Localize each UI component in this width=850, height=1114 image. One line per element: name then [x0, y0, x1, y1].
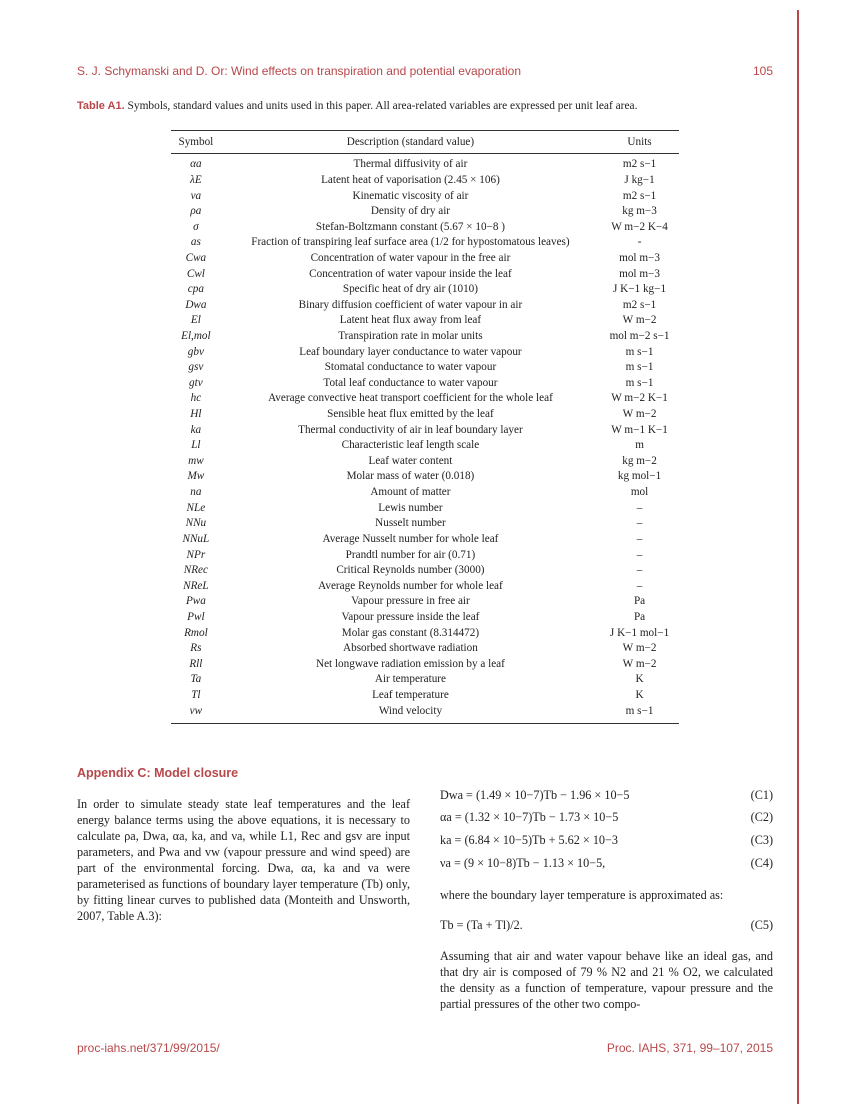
boundary-layer-text: where the boundary layer temperature is approximated as: — [440, 888, 724, 902]
description-cell: Absorbed shortwave radiation — [343, 642, 478, 655]
table-body — [171, 154, 679, 724]
description-cell: Concentration of water vapour inside the leaf — [309, 267, 512, 280]
equation-number: (C3) — [750, 833, 773, 847]
table-row — [171, 391, 679, 407]
units-cell: m2 s−1 — [622, 189, 657, 202]
symbol-cell: NReL — [183, 579, 209, 592]
symbol-cell: El — [190, 314, 201, 327]
units-cell: W m−2 — [622, 408, 657, 421]
table-row — [171, 422, 679, 438]
equation-text: αa = (1.32 × 10−7)Tb − 1.73 × 10−5 — [440, 810, 619, 824]
units-cell: kg m−2 — [622, 454, 657, 467]
equation-c3 — [440, 833, 773, 848]
table-row — [171, 516, 679, 532]
description-cell: Prandtl number for air (0.71) — [345, 548, 476, 561]
page-footer — [77, 1041, 773, 1055]
description-cell: Thermal diffusivity of air — [353, 158, 468, 171]
description-cell: Vapour pressure inside the leaf — [341, 610, 480, 623]
units-cell: W m−2 — [622, 314, 657, 327]
table-row — [171, 500, 679, 516]
description-cell: Vapour pressure in free air — [351, 595, 470, 608]
description-cell: Sensible heat flux emitted by the leaf — [327, 408, 494, 421]
table-row — [171, 360, 679, 376]
symbol-cell: ρa — [190, 205, 202, 218]
units-cell: mol — [630, 486, 649, 499]
description-cell: Binary diffusion coefficient of water vapour in air — [298, 298, 523, 311]
equation-c5 — [440, 918, 773, 933]
description-cell: Leaf boundary layer conductance to water vapour — [299, 345, 522, 358]
units-cell: W m−2 — [622, 657, 657, 670]
description-cell: Specific heat of dry air (1010) — [342, 283, 478, 296]
symbol-cell: vw — [171, 703, 221, 723]
units-cell: W m−2 — [622, 642, 657, 655]
equation-number: (C5) — [750, 918, 773, 932]
units-cell: m2 s−1 — [622, 158, 657, 171]
symbol-cell: na — [190, 486, 202, 499]
description-cell: Kinematic viscosity of air — [352, 189, 469, 202]
table-row — [171, 376, 679, 392]
equation-c1 — [440, 788, 773, 803]
symbol-cell: Ll — [191, 439, 201, 452]
description-cell: Air temperature — [374, 673, 446, 686]
description-cell: Average Reynolds number for whole leaf — [318, 579, 503, 592]
col-symbol: Symbol — [171, 131, 221, 154]
table-row — [171, 657, 679, 673]
table-row — [171, 329, 679, 345]
table-header-row — [171, 131, 679, 154]
description-cell: Average convective heat transport coefficient for the whole leaf — [268, 392, 553, 405]
table-row — [171, 438, 679, 454]
table-row — [171, 563, 679, 579]
description-cell: Molar gas constant (8.314472) — [341, 626, 480, 639]
description-cell: Fraction of transpiring leaf surface area (1/2 for hypostomatous leaves) — [251, 236, 570, 249]
symbol-cell: gsv — [188, 361, 204, 374]
description-cell: Concentration of water vapour in the free air — [310, 251, 511, 264]
units-cell: Pa — [633, 610, 646, 623]
running-title: S. J. Schymanski and D. Or: Wind effects on transpiration and potential evaporation — [77, 64, 522, 78]
units-cell: mol m−3 — [619, 251, 660, 264]
units-cell: J kg−1 — [624, 173, 655, 186]
units-cell: W m−1 K−1 — [611, 423, 668, 436]
description-cell: Molar mass of water (0.018) — [346, 470, 475, 483]
description-cell: Stomatal conductance to water vapour — [324, 361, 497, 374]
table-row — [171, 469, 679, 485]
symbol-cell: Mw — [187, 470, 205, 483]
symbol-cell: Ta — [190, 673, 202, 686]
units-cell: m s−1 — [625, 361, 654, 374]
table-row — [171, 578, 679, 594]
table-row — [171, 235, 679, 251]
symbol-cell: Hl — [190, 408, 202, 421]
equation-text: Dwa = (1.49 × 10−7)Tb − 1.96 × 10−5 — [440, 788, 630, 802]
symbol-cell: NLe — [186, 501, 206, 514]
units-cell: Pa — [633, 595, 646, 608]
table-row — [171, 610, 679, 626]
symbol-cell: Rs — [190, 642, 202, 655]
equation-text: Tb = (Ta + Tl)/2. — [440, 918, 523, 932]
symbol-cell: as — [190, 236, 201, 249]
table-row — [171, 173, 679, 189]
symbol-cell: mw — [188, 454, 204, 467]
description-cell: Lewis number — [378, 501, 443, 514]
table-row — [171, 313, 679, 329]
symbol-cell: σ — [193, 220, 199, 233]
running-header — [77, 64, 773, 78]
description-cell: Nusselt number — [375, 517, 446, 530]
table-row — [171, 485, 679, 501]
symbol-cell: NNu — [185, 517, 207, 530]
table-row — [171, 672, 679, 688]
symbol-cell: El,mol — [181, 330, 211, 342]
equation-text: ka = (6.84 × 10−5)Tb + 5.62 × 10−3 — [440, 833, 618, 847]
units-cell: – — [636, 517, 643, 530]
units-cell: K — [635, 673, 644, 686]
table-row — [171, 282, 679, 298]
table-row — [171, 547, 679, 563]
table-row — [171, 688, 679, 704]
units-cell: m s−1 — [600, 703, 679, 723]
units-cell: m2 s−1 — [622, 298, 657, 311]
symbol-cell: Cwa — [185, 251, 207, 264]
equation-number: (C1) — [750, 788, 773, 802]
symbol-cell: Cwl — [186, 267, 205, 280]
table-row — [171, 344, 679, 360]
symbol-cell: gtv — [189, 376, 203, 389]
units-cell: J K−1 kg−1 — [613, 283, 667, 296]
description-cell: Characteristic leaf length scale — [341, 439, 480, 452]
col-units: Units — [600, 131, 679, 154]
table-row — [171, 454, 679, 470]
table-caption-text: Symbols, standard values and units used in this paper. All area-related variables are expressed per unit leaf area. — [127, 100, 638, 112]
description-cell: Leaf temperature — [372, 689, 449, 702]
description-cell: Latent heat of vaporisation (2.45 × 106) — [321, 173, 500, 186]
description-cell: Stefan-Boltzmann constant (5.67 × 10−8 ) — [315, 220, 505, 233]
col-description: Description (standard value) — [221, 131, 600, 154]
footer-citation: Proc. IAHS, 371, 99–107, 2015 — [606, 1041, 773, 1055]
description-cell: Latent heat flux away from leaf — [339, 314, 482, 327]
units-cell: m s−1 — [625, 345, 654, 358]
description-cell: Critical Reynolds number (3000) — [336, 564, 485, 577]
right-paragraph: Assuming that air and water vapour behave like an ideal gas, and that dry air is composed of 79 % N2 and 21 % O2, we calculated the density as a function of temperature, vapour pressure and the partial pressures of the other two compo- — [440, 949, 773, 1011]
equation-text: νa = (9 × 10−8)Tb − 1.13 × 10−5, — [440, 856, 606, 870]
table-row — [171, 251, 679, 267]
units-cell: – — [636, 532, 643, 545]
units-cell: J K−1 mol−1 — [609, 626, 670, 639]
symbol-cell: Pwa — [185, 595, 206, 608]
table-row — [171, 219, 679, 235]
units-cell: kg mol−1 — [617, 470, 662, 483]
table-row — [171, 407, 679, 423]
table-row — [171, 297, 679, 313]
units-cell: – — [636, 548, 643, 561]
description-cell: Thermal conductivity of air in leaf boundary layer — [298, 423, 523, 436]
equation-c4 — [440, 856, 773, 871]
symbol-cell: ka — [190, 423, 202, 436]
symbol-cell: Pwl — [187, 610, 205, 623]
symbol-cell: Dwa — [185, 298, 207, 311]
description-cell: Net longwave radiation emission by a leaf — [315, 657, 505, 670]
description-cell: Wind velocity — [221, 703, 600, 723]
symbols-table — [171, 130, 679, 724]
description-cell: Total leaf conductance to water vapour — [323, 376, 498, 389]
description-cell: Transpiration rate in molar units — [338, 330, 483, 342]
symbol-cell: gbv — [187, 345, 204, 358]
footer-url[interactable]: proc-iahs.net/371/99/2015/ — [77, 1041, 220, 1055]
equation-number: (C4) — [750, 856, 773, 870]
table-caption — [77, 100, 773, 112]
table-row — [171, 594, 679, 610]
units-cell: mol m−2 s−1 — [609, 330, 670, 342]
units-cell: m s−1 — [625, 376, 654, 389]
equation-c2 — [440, 810, 773, 825]
description-cell: Leaf water content — [368, 454, 453, 467]
units-cell: m — [635, 439, 644, 452]
symbol-cell: Tl — [191, 689, 201, 702]
description-cell: Average Nusselt number for whole leaf — [322, 532, 499, 545]
table-row — [171, 266, 679, 282]
description-cell: Amount of matter — [370, 486, 451, 499]
table-row — [171, 641, 679, 657]
units-cell: W m−2 K−1 — [611, 392, 668, 405]
page-margin-rule — [797, 10, 799, 1104]
symbol-cell: NNuL — [182, 532, 210, 545]
table-row — [171, 703, 679, 723]
symbol-cell: NRec — [183, 564, 208, 577]
units-cell: – — [636, 579, 643, 592]
page-number: 105 — [752, 64, 773, 78]
symbol-cell: λE — [190, 173, 202, 186]
units-cell: – — [636, 501, 643, 514]
table-row — [171, 532, 679, 548]
units-cell: W m−2 K−4 — [611, 220, 668, 233]
equation-number: (C2) — [750, 810, 773, 824]
symbol-cell: Rmol — [184, 626, 208, 639]
units-cell: K — [635, 689, 644, 702]
left-paragraph: In order to simulate steady state leaf temperatures and the leaf energy balance terms using the above equations, it is necessary to calculate ρa, Dwa, αa, ka, and νa, while L1, Rec and gsv are input parameters, and Pwa and vw (vapour pressure and wind speed) are part of the environmental forcing. Dwa, αa, ka and νa were parameterised as functions of boundary layer temperature (Tb) only, by fitting linear curves to published data (Monteith and Unsworth, 2007, Table A.3): — [77, 797, 410, 923]
table-row — [171, 204, 679, 220]
table-row — [171, 625, 679, 641]
units-cell: - — [637, 236, 642, 249]
units-cell: mol m−3 — [619, 267, 660, 280]
table-row — [171, 154, 679, 173]
symbol-cell: Rll — [189, 657, 203, 670]
symbol-cell: cpa — [187, 283, 204, 296]
symbol-cell: hc — [190, 392, 202, 405]
appendix-heading: Appendix C: Model closure — [77, 766, 239, 780]
units-cell: – — [636, 564, 643, 577]
symbol-cell: νa — [190, 189, 202, 202]
symbol-cell: NPr — [186, 548, 206, 561]
table-row — [171, 188, 679, 204]
units-cell: kg m−3 — [622, 205, 657, 218]
table-label: Table A1. — [77, 100, 125, 112]
symbol-cell: αa — [190, 158, 202, 171]
description-cell: Density of dry air — [370, 205, 451, 218]
